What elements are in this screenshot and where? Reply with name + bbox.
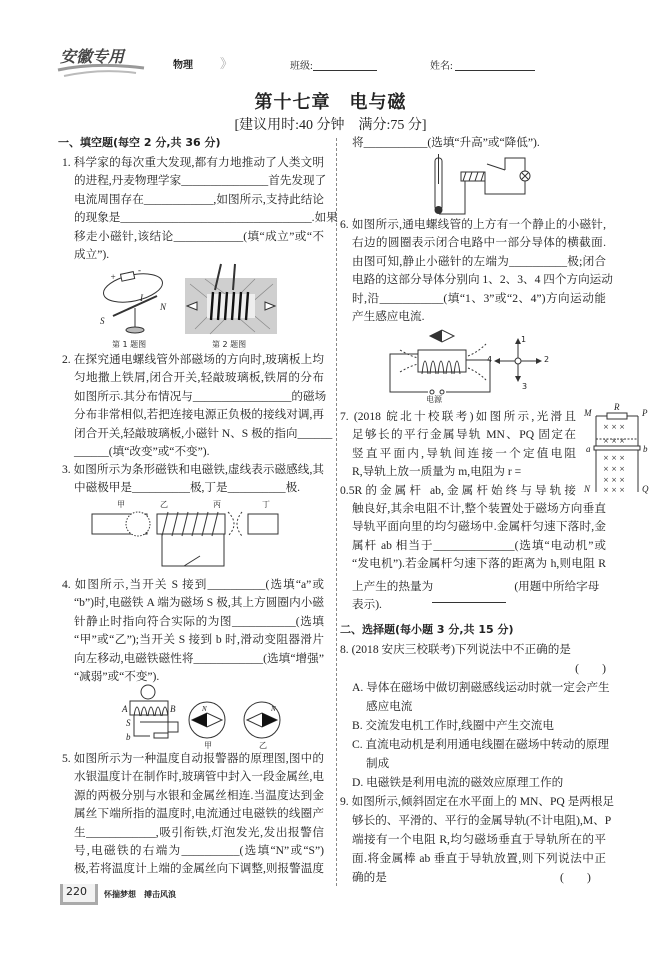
text-line: 匀地撒上铁屑,闭合开关,轻敲玻璃板,铁屑的分布: [74, 371, 324, 385]
svg-text:× × ×: × × ×: [603, 454, 626, 462]
figure-3-magnets: [92, 510, 282, 570]
text-line[interactable]: 号,电磁铁的右端为__________(选填“N”或“S”): [74, 844, 324, 858]
text-line[interactable]: 针静止时指向符合实际的为图___________(选填: [74, 614, 324, 628]
q4-label-b: b: [126, 732, 131, 742]
text-line: A. 导体在磁场中做切割磁感线运动时就一定会产生: [352, 681, 610, 694]
page-number: 220: [66, 885, 87, 898]
text-line: 竖直平面内,导轨间连接一个定值电阻: [352, 446, 576, 460]
text-line[interactable]: 4. 如图所示,当开关 S 接到__________(选填“a”或: [62, 578, 324, 591]
text-line: 电路的这部分导体分别向 1、2、3、4 四个方向运动: [352, 273, 613, 287]
text-line[interactable]: 中磁极甲是__________极,丁是__________极.: [74, 481, 301, 495]
svg-text:× × ×: × × ×: [603, 437, 626, 445]
fig1-minus: -: [138, 265, 141, 275]
text-line[interactable]: 向左移动,电磁铁磁性将____________(选填“增强”: [74, 651, 324, 665]
page-title: 第十七章 电与磁: [254, 92, 407, 113]
question-5-continued: [352, 134, 606, 152]
fig1-caption: 第 1 题图: [112, 340, 147, 349]
text-line[interactable]: 由图可知,静止小磁针的左端为__________极;闭合: [352, 254, 606, 268]
question-6: [340, 216, 613, 326]
text-line: B. 交流发电机工作时,线圈中产生交流电: [352, 719, 554, 732]
text-line: 成立”).: [74, 248, 110, 262]
text-line[interactable]: 属杆 ab 相当于______________(选填“电动机”或: [352, 538, 606, 552]
text-line[interactable]: 电流周围存在____________,如图所示,支持此结论: [74, 192, 324, 206]
svg-text:× × ×: × × ×: [603, 486, 626, 494]
text-line: 9. 如图所示,倾斜固定在水平面上的 MN、PQ 是两根足: [340, 795, 615, 808]
page-subtitle: [建议用时:40 分钟 满分:75 分]: [234, 118, 427, 133]
direction-4-label: 4: [487, 355, 493, 364]
text-line: 触良好,其余电阻不计,整个装置处于磁场方向垂直: [352, 502, 606, 516]
question-2: [62, 351, 333, 461]
q7-label-N: N: [584, 484, 591, 494]
question-5: [62, 750, 324, 879]
figure-4-electromagnet: [120, 684, 320, 744]
q3-label-bing: 丙: [213, 500, 221, 509]
question-8: [340, 640, 610, 792]
text-line: 端接有一个电阻 R,均匀磁场垂直于导轨所在的平: [352, 833, 606, 846]
text-line[interactable]: 的进程,丹麦物理学家_______________首先发现了: [74, 174, 327, 188]
text-line: 5. 如图所示为一种温度自动报警器的原理图,图中的: [62, 752, 324, 765]
footer-slogan: 怀揣梦想 搏击风浪: [104, 890, 176, 899]
text-line[interactable]: ______(填“改变”或“不变”).: [74, 445, 210, 459]
text-line: 面.将金属棒 ab 垂直于导轨放置,则下列说法中正: [352, 852, 606, 865]
text-line[interactable]: 的现象是_________________________________.如果: [74, 211, 338, 225]
text-line: 够长的、平滑的、平行的金属导轨(不计电阻),M、P: [352, 814, 612, 827]
q3-label-ding: 丁: [262, 500, 270, 509]
svg-text:× × ×: × × ×: [603, 465, 626, 473]
text-line: 7. (2018 皖北十校联考)如图所示,光滑且: [340, 410, 576, 423]
question-1: [62, 154, 338, 264]
text-line: “b”)时,电磁铁 A 端为磁场 S 极,其上方圆圈内小磁: [74, 596, 324, 610]
text-line: “甲”或“乙”);当开关 S 接到 b 时,滑动变阻器滑片: [74, 633, 324, 647]
svg-text:× × ×: × × ×: [603, 476, 626, 484]
subject-label: 物理: [173, 60, 193, 71]
q7-label-M: M: [584, 408, 592, 418]
text-line[interactable]: 将___________(选填“升高”或“降低”).: [352, 136, 540, 149]
name-field[interactable]: [455, 58, 535, 71]
text-line: 确的是: [352, 871, 387, 884]
q9-answer-bracket[interactable]: ( ): [560, 871, 591, 884]
fig1-plus: +: [110, 272, 117, 282]
direction-1-label: 1: [521, 335, 527, 344]
text-line: 8. (2018 安庆三校联考)下列说法中不正确的是: [340, 643, 571, 656]
text-line: 源的两极分别与水银和金属丝相连.当温度达到金: [74, 788, 324, 802]
text-line: 6. 如图所示,通电螺线管的上方有一个静止的小磁针,: [340, 218, 606, 231]
text-line: 足够长的平行金属导轨 MN、PQ 固定在: [352, 428, 576, 442]
question-7: [340, 408, 606, 614]
fig1-south: S: [100, 316, 105, 326]
text-line: 2. 在探究通电螺线管外部磁场的方向时,玻璃板上均: [62, 353, 324, 366]
figure-2-iron-filings: [185, 264, 277, 336]
text-line: “发电机”).若金属杆匀速下落的距离为 h,则电阻 R: [352, 557, 606, 571]
text-line[interactable]: 移走小磁针,该结论____________(填“成立”或“不: [74, 229, 324, 243]
q7-label-a: a: [586, 444, 591, 454]
text-line: 表示).: [352, 598, 382, 612]
column-divider: [336, 138, 337, 886]
text-line: 制成: [366, 757, 390, 770]
question-3: [62, 461, 324, 498]
text-line: 导轨平面向里的均匀磁场中.金属杆匀速下落时,金: [352, 520, 606, 534]
text-line: 分布非常相似,若把连接电源正负极的接线对调,再: [74, 408, 324, 422]
q7-label-R: R: [614, 402, 620, 412]
chevron-icon: 》: [220, 56, 234, 71]
page-number-badge: [60, 884, 98, 905]
q7-heat-blank[interactable]: [432, 590, 506, 603]
power-source-label: 电源: [426, 395, 442, 404]
logo: [56, 40, 148, 80]
direction-2-label: 2: [544, 355, 550, 364]
class-field[interactable]: [313, 58, 377, 71]
direction-3-label: 3: [522, 382, 528, 391]
figure-5-thermometer-alarm: [425, 154, 545, 216]
compass-jia-label: 甲: [204, 741, 212, 750]
text-line: 产生感应电流.: [352, 310, 425, 324]
text-line: 水银温度计在制作时,玻璃管中封入一段金属丝,电: [74, 770, 324, 784]
q3-label-yi: 乙: [160, 500, 168, 509]
text-line: D. 电磁铁是利用电流的磁效应原理工作的: [352, 776, 564, 789]
text-line: 感应电流: [366, 700, 413, 713]
text-line: C. 直流电动机是利用通电线圈在磁场中转动的原理: [352, 738, 610, 751]
q7-label-b: b: [643, 444, 648, 454]
text-line: “减弱”或“不变”).: [74, 670, 160, 684]
question-4: [62, 576, 324, 686]
text-line: 右边的圆圈表示闭合电路中一部分导体的横截面.: [352, 236, 606, 250]
class-label: 班级:: [290, 61, 313, 72]
text-line: 3. 如图所示为条形磁铁和电磁铁,虚线表示磁感线,其: [62, 463, 324, 476]
q4-label-B: B: [170, 704, 176, 714]
text-line: R,导轨上放一质量为 m,电阻为 r =: [352, 465, 522, 479]
q4-label-A: A: [122, 704, 128, 714]
text-line: 上产生的热量为 (用题中所给字母: [352, 579, 600, 593]
fig1-current: I: [140, 293, 143, 303]
figure-1-oersted: [95, 266, 165, 338]
text-line: 极,若将温度计上端的金属丝向下调整,则报警温度: [74, 862, 324, 876]
q3-label-jia: 甲: [117, 500, 125, 509]
q4-label-S: S: [126, 718, 131, 728]
fig1-north: N: [160, 302, 167, 312]
fig2-caption: 第 2 题图: [212, 340, 247, 349]
text-line: 0.5R的金属杆 ab,金属杆始终与导轨接: [340, 483, 576, 497]
text-line[interactable]: 时,沿___________(填“1、3”或“2、4”)方向运动能: [352, 291, 606, 305]
q4-label-N1: N: [202, 705, 207, 713]
q7-label-P: P: [642, 408, 648, 418]
text-line: 属丝下端所指的温度时,电流通过电磁铁的线圈产: [74, 807, 324, 821]
text-line[interactable]: ( ): [575, 662, 606, 675]
section-fill-in: 一、填空题(每空 2 分,共 36 分): [58, 136, 221, 149]
figure-7-rails: [594, 412, 642, 494]
text-line[interactable]: 如图所示.其分布情况与_________________的磁场: [74, 389, 327, 403]
compass-yi-label: 乙: [259, 741, 267, 750]
section-multiple-choice: 二、选择题(每小题 3 分,共 15 分): [340, 623, 514, 636]
q4-label-N2: N: [271, 705, 276, 713]
svg-text:× × ×: × × ×: [603, 423, 626, 431]
name-label: 姓名:: [430, 61, 453, 72]
text-line: 1. 科学家的每次重大发现,都有力地推动了人类文明: [62, 156, 324, 169]
logo-text: 安徽专用: [60, 47, 125, 66]
q7-label-Q: Q: [642, 484, 649, 494]
text-line[interactable]: 生____________,吸引衔铁,灯泡发光,发出报警信: [74, 825, 324, 839]
text-line[interactable]: 闭合开关,轻敲玻璃板,小磁针 N、S 极的指向______: [74, 426, 333, 440]
